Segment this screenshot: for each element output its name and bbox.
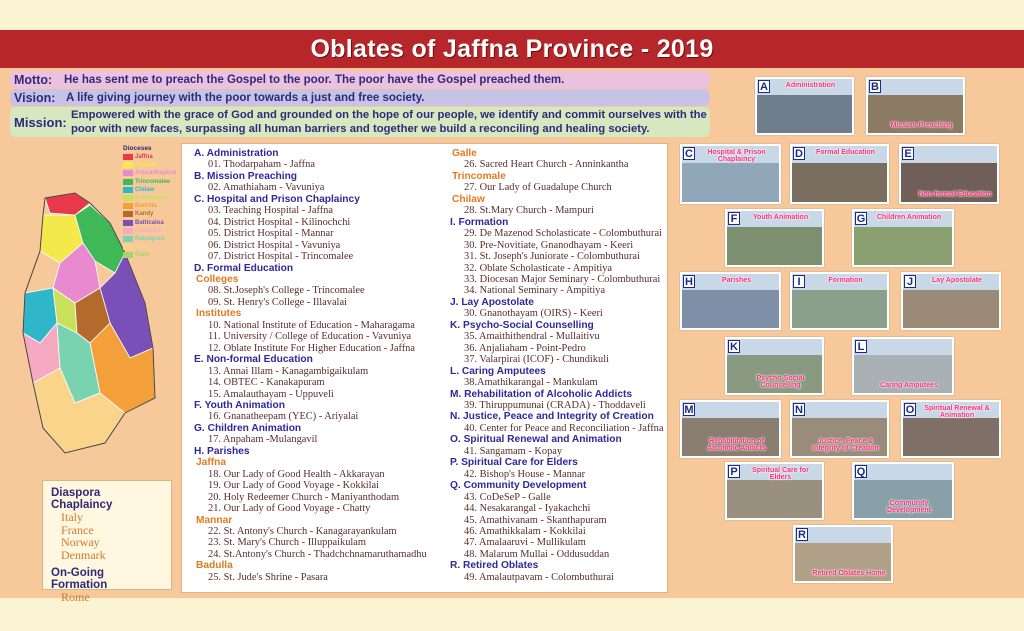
section-heading: G. Children Animation [194, 422, 302, 434]
diaspora-box [42, 480, 172, 604]
section-heading: A. Administration [194, 148, 279, 159]
sub-heading: Trincomale [452, 170, 506, 182]
photo-tile [852, 337, 954, 395]
photo-letter: P [728, 465, 740, 478]
photo-letter: A [758, 80, 770, 93]
legend-swatch [123, 179, 133, 185]
section-heading: O. Spiritual Renewal and Animation [450, 434, 622, 446]
legend-title: Dioceses [123, 145, 152, 152]
sub-heading: Badulla [196, 560, 233, 572]
ministry-list-column-1 [194, 148, 450, 583]
list-item: 17. Anpaham -Mulangavil [208, 434, 318, 446]
list-item: 09. St. Henry's College - Illavalai [208, 296, 347, 308]
motto-row [10, 71, 710, 88]
photo-letter: M [684, 404, 694, 416]
legend-label: Ratnapura [135, 235, 165, 242]
legend-swatch [123, 252, 133, 258]
photo-tile [866, 77, 965, 135]
legend-item [123, 169, 181, 177]
list-item: 38.Amathikarangal - Mankulam [464, 377, 598, 389]
legend-swatch [123, 228, 133, 234]
photo-caption: Administration [785, 82, 836, 89]
legend-swatch [123, 236, 133, 242]
list-item: 46. Amathikkalam - Kokkilai [464, 525, 586, 537]
section-heading: D. Formal Education [194, 262, 294, 274]
legend-item [123, 202, 181, 210]
legend-item [123, 153, 181, 161]
legend-label: Chilaw [135, 186, 155, 193]
legend-swatch [123, 154, 133, 160]
legend-item [123, 186, 181, 194]
section-heading: I. Formation [450, 216, 509, 228]
sub-heading: Chilaw [452, 193, 485, 205]
photo-caption: Psycho-Social Counselling [756, 375, 805, 389]
legend-item [123, 235, 181, 243]
photo-caption: Formation [828, 277, 863, 284]
sub-heading: Jaffna [196, 457, 227, 469]
photo-caption: Non-formal Education [918, 191, 992, 198]
photo-tile [755, 77, 854, 135]
legend-item [123, 210, 181, 218]
list-item: 16. Gnanatheepam (YEC) - Ariyalai [208, 411, 359, 423]
photo-caption: Spiritual Care for Elders [752, 467, 809, 481]
photo-letter: E [902, 147, 914, 160]
photo-caption: Caring Amputees [880, 382, 938, 389]
list-item: 23. St. Mary's Church - Illuppaikulam [208, 537, 367, 549]
photo-caption: Justice, Peace & Integrity of Creation [812, 438, 879, 452]
photo-tile [790, 400, 889, 458]
photo-tile [680, 272, 781, 330]
mission-row [10, 107, 710, 137]
photo-caption: Children Animation [876, 214, 942, 221]
legend-label: Badulla [135, 203, 157, 210]
legend-swatch [123, 244, 133, 250]
legend-label: Jaffna [135, 154, 153, 161]
legend-item [123, 251, 181, 259]
photo-letter: F [728, 212, 740, 225]
list-item: 08. St.Joseph's College - Trincomalee [208, 285, 365, 297]
section-heading: H. Parishes [194, 445, 250, 457]
photo-letter: K [728, 340, 740, 353]
legend-item [123, 227, 181, 235]
section-heading: F. Youth Animation [194, 399, 285, 411]
legend-label: Galle [135, 244, 150, 251]
photo-caption: Youth Animation [752, 214, 809, 221]
list-item: 03. Teaching Hospital - Jaffna [208, 205, 333, 217]
list-item: 44. Nesakarangal - Iyakachchi [464, 503, 591, 515]
photo-letter: C [683, 147, 695, 160]
photo-caption: Parishes [721, 277, 752, 284]
ministry-list-column-2 [450, 148, 668, 583]
section-heading: R. Retired Oblates [450, 560, 539, 572]
legend-swatch [123, 187, 133, 193]
legend-label: Colombo [135, 227, 161, 234]
list-item: 21. Our Lady of Good Voyage - Chatty [208, 503, 371, 515]
section-heading: P. Spiritual Care for Elders [450, 457, 578, 469]
photo-tile [899, 144, 999, 204]
list-item: 04. District Hospital - Kilinochchi [208, 216, 351, 228]
legend-swatch [123, 195, 133, 201]
list-item: 06. District Hospital - Vavuniya [208, 239, 341, 251]
list-item: 32. Oblate Scholasticate - Ampitiya [464, 262, 613, 274]
legend-swatch [123, 203, 133, 209]
list-item: 15. Amalauthayam - Uppuveli [208, 388, 334, 400]
list-item: 01. Thodarpaham - Jaffna [208, 159, 315, 171]
list-item: 34. National Seminary - Ampitiya [464, 285, 606, 297]
legend-label: Kandy [135, 211, 154, 218]
section-heading: B. Mission Preaching [194, 170, 298, 182]
photo-tile [790, 272, 889, 330]
legend-swatch [123, 220, 133, 226]
list-item: 39. Thiruppumunai (CRADA) - Thoddaveli [464, 399, 646, 411]
list-item: 22. St. Antony's Church - Kanagarayankulam [208, 525, 397, 537]
list-item: 24. St.Antony's Church - Thadchchnamaruthamadhu [208, 548, 427, 560]
diaspora-country: Denmark [61, 547, 106, 562]
photo-tile [901, 400, 1001, 458]
photo-letter: D [793, 147, 805, 160]
list-item: 12. Oblate Institute For Higher Education - Jaffna [208, 342, 415, 354]
photo-letter: N [793, 403, 805, 416]
photo-tile [725, 209, 824, 267]
photo-letter: J [904, 275, 916, 288]
formation-place: Rome [61, 590, 90, 604]
photo-letter: G [856, 213, 866, 225]
list-item: 26. Sacred Heart Church - Anninkantha [464, 159, 629, 171]
list-item: 49. Amalautpavam - Colombuthurai [464, 571, 615, 583]
legend-item [123, 243, 181, 251]
legend-swatch [123, 162, 133, 168]
list-item: 28. St.Mary Church - Mampuri [464, 205, 594, 217]
title-banner [0, 30, 1024, 68]
list-item: 27. Our Lady of Guadalupe Church [464, 182, 612, 194]
sub-heading: Mannar [196, 514, 233, 526]
formation-title: On-Going Formation [51, 567, 108, 591]
list-item: 30. Pre-Novitiate, Gnanodhayam - Keeri [464, 239, 634, 251]
photo-caption: Formal Education [815, 149, 876, 156]
sub-heading: Colleges [196, 273, 239, 285]
photo-letter: L [855, 340, 867, 353]
legend-label: Galle [135, 252, 150, 259]
photo-tile [852, 209, 954, 267]
photo-letter: H [683, 275, 695, 288]
sub-heading: Institutes [196, 308, 242, 320]
photo-letter: R [796, 528, 808, 541]
list-item: 37. Valarpirai (ICOF) - Chundikuli [464, 354, 609, 366]
list-item: 42. Bishop's House - Mannar [464, 468, 586, 480]
diaspora-country: Italy [61, 510, 83, 524]
photo-tile [680, 144, 781, 204]
photo-caption: Spiritual Renewal & Animation [924, 405, 990, 419]
legend-swatch [123, 211, 133, 217]
list-item: 10. National Institute of Education - Maharagama [208, 319, 415, 331]
photo-caption: Mission Preaching [890, 122, 953, 129]
list-item: 48. Malarum Mullai - Oddusuddan [464, 548, 610, 560]
photo-tile [901, 272, 1001, 330]
page-title: Oblates of Jaffna Province - 2019 [310, 34, 714, 63]
diaspora-title: Diaspora Chaplaincy [51, 487, 113, 511]
photo-tile [725, 462, 824, 520]
photo-letter: O [905, 404, 915, 416]
list-item: 02. Amathiaham - Vavuniya [208, 182, 325, 194]
motto-label: Motto: [14, 72, 53, 87]
photo-caption: Rehabilitation of Alcoholic Addicts [707, 438, 766, 452]
section-heading: L. Caring Amputees [450, 365, 546, 377]
photo-tile [793, 525, 893, 583]
legend-label: Mannar [135, 162, 157, 169]
list-item: 29. De Mazenod Scholasticate - Colombuthurai [464, 228, 662, 240]
list-item: 13. Annai Illam - Kanagambigaikulam [208, 365, 369, 377]
photo-caption: Retired Oblates Home [812, 570, 886, 577]
photo-letter: B [869, 80, 881, 93]
list-item: 14. OBTEC - Kanakapuram [208, 377, 325, 389]
list-item: 19. Our Lady of Good Voyage - Kokkilai [208, 480, 380, 492]
legend-item [123, 219, 181, 227]
vision-text: A life giving journey with the poor towards a just and free society. [66, 91, 425, 104]
list-item: 40. Center for Peace and Reconciliation - Jaffna [464, 422, 664, 434]
section-heading: M. Rehabilitation of Alcoholic Addicts [450, 388, 633, 400]
list-item: 47. Amalaaruvi - Mullikulam [464, 537, 586, 549]
legend-label: Batticaloa [135, 219, 164, 226]
motto-text: He has sent me to preach the Gospel to the poor. The poor have the Gospel preached them. [64, 73, 565, 86]
list-item: 11. University / College of Education - Vavuniya [208, 331, 412, 343]
list-item: 41. Sangamam - Kopay [464, 445, 563, 457]
list-item: 36. Anjaliaham - Point-Pedro [464, 342, 586, 354]
section-heading: N. Justice, Peace and Integrity of Creation [450, 411, 654, 423]
diaspora-country: France [61, 522, 94, 537]
top-strip [0, 0, 1024, 30]
list-item: 05. District Hospital - Mannar [208, 228, 334, 240]
legend-label: Trincomalee [135, 178, 171, 185]
section-heading: C. Hospital and Prison Chaplaincy [194, 193, 360, 205]
legend-swatch [123, 170, 133, 176]
ministry-list-panel [181, 143, 668, 593]
legend-item [123, 178, 181, 186]
list-item: 25. St. Jude's Shrine - Pasara [208, 571, 328, 583]
photo-caption: Lay Apostolate [932, 277, 982, 284]
vision-label: Vision: [14, 90, 56, 105]
photo-tile [680, 400, 781, 458]
list-item: 18. Our Lady of Good Health - Akkarayan [208, 468, 385, 480]
list-item: 43. CoDeSeP - Galle [464, 491, 551, 503]
section-heading: J. Lay Apostolate [450, 296, 534, 308]
list-item: 31. St. Joseph's Juniorate - Colombuthurai [464, 251, 640, 263]
legend-label: Kurunegala [135, 195, 169, 202]
legend-item [123, 161, 181, 169]
section-heading: K. Psycho-Social Counselling [450, 319, 594, 331]
photo-letter: I [793, 275, 805, 288]
list-item: 45. Amathivanam - Skanthapuram [464, 514, 607, 526]
photo-tile [725, 337, 824, 395]
list-item: 33. Diocesan Major Seminary - Colombuthurai [464, 273, 661, 285]
list-item: 30. Gnanothayam (OIRS) - Keeri [464, 308, 603, 320]
list-item: 07. District Hospital - Trincomalee [208, 251, 354, 263]
section-heading: Q. Community Development [450, 480, 587, 492]
legend-item [123, 194, 181, 202]
list-item: 35. Amaithithendral - Mullaitivu [464, 331, 600, 343]
diaspora-country: Norway [61, 535, 100, 549]
photo-caption: Community Development [887, 500, 931, 514]
photo-caption: Hospital & Prison Chaplaincy [707, 149, 766, 163]
list-item: 20. Holy Redeemer Church - Maniyanthodam [208, 491, 400, 503]
photo-tile [790, 144, 889, 204]
mission-text: Empowered with the grace of God and grounded on the hope of our people, we identify and commit ourselves with the poor with new faces, surpassing all human barriers and together we build a reconciling and healing society. [71, 109, 707, 135]
vision-row [10, 89, 710, 106]
legend-label: Anuradhapura [135, 170, 177, 177]
photo-tile [852, 462, 954, 520]
mission-label: Mission: [14, 114, 67, 130]
section-heading: E. Non-formal Education [194, 354, 313, 366]
sub-heading: Galle [452, 148, 477, 159]
photo-letter: Q [856, 466, 866, 478]
dioceses-legend [123, 145, 181, 259]
